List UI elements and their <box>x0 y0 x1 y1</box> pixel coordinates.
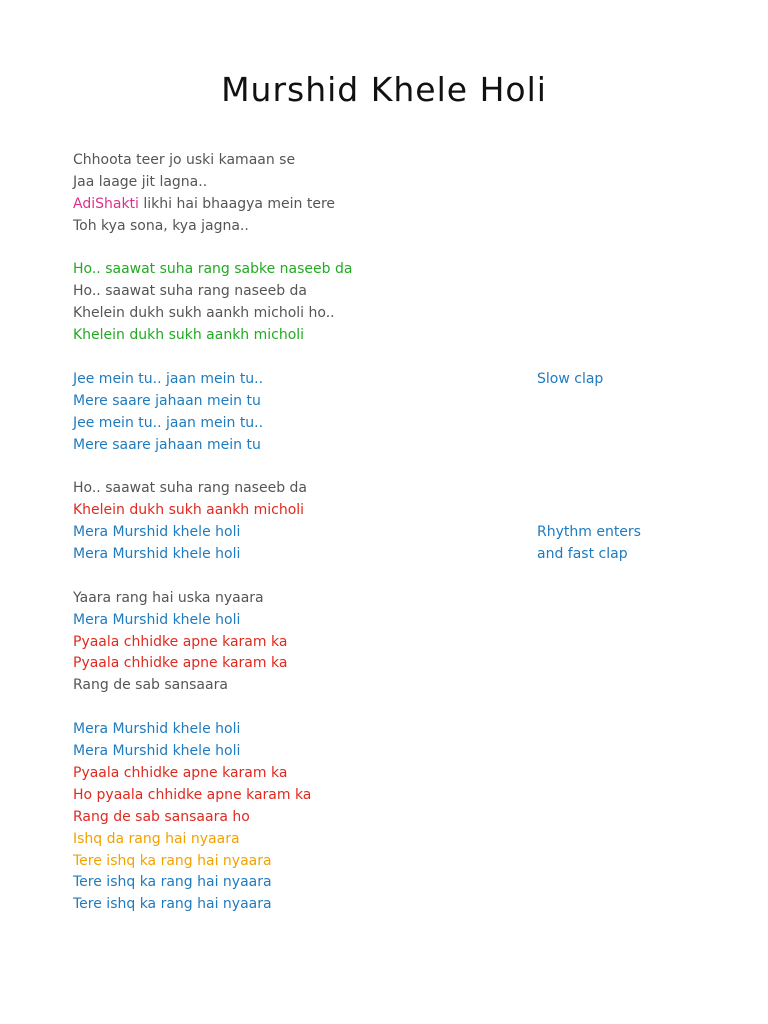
lyric-line: Jaa laage jit lagna.. <box>73 173 208 190</box>
lyric-line: Mera Murshid khele holi <box>73 524 241 541</box>
lyric-line-rest: likhi hai bhaagya mein tere <box>138 195 336 212</box>
stanza-gap <box>73 697 523 719</box>
lyric-line: Mera Murshid khele holi <box>73 721 241 738</box>
lyric-line: Pyaala chhidke apne karam ka <box>73 655 288 672</box>
lyric-line: Mera Murshid khele holi <box>73 611 241 628</box>
lyric-line: Ho.. saawat suha rang naseeb da <box>73 283 308 300</box>
lyric-line: Rang de sab sansaara <box>73 677 228 694</box>
stanza-6 <box>73 719 523 916</box>
lyric-line: Ishq da rang hai nyaara <box>73 830 240 847</box>
lyric-line: Jee mein tu.. jaan mein tu.. <box>73 370 264 387</box>
note-fast-clap: and fast clap <box>537 546 628 562</box>
stanza-gap <box>73 347 523 369</box>
stanza-5 <box>73 588 523 697</box>
lyric-line: Ho.. saawat suha rang sabke naseeb da <box>73 261 353 278</box>
stanza-1 <box>73 150 523 238</box>
lyric-line: Tere ishq ka rang hai nyaara <box>73 852 272 869</box>
stanza-gap <box>73 566 523 588</box>
page-title: Murshid Khele Holi <box>221 70 547 109</box>
lyric-line: Mere saare jahaan mein tu <box>73 436 261 453</box>
lyric-line: Pyaala chhidke apne karam ka <box>73 633 288 650</box>
stanza-3 <box>73 369 523 457</box>
lyric-line: Mera Murshid khele holi <box>73 743 241 760</box>
stanza-gap <box>73 456 523 478</box>
lyric-line: Tere ishq ka rang hai nyaara <box>73 896 272 913</box>
lyric-line: Yaara rang hai uska nyaara <box>73 589 264 606</box>
note-slow-clap: Slow clap <box>537 371 604 387</box>
lyric-line: Ho pyaala chhidke apne karam ka <box>73 786 312 803</box>
lyric-line: Pyaala chhidke apne karam ka <box>73 764 288 781</box>
lyrics-body <box>73 150 523 916</box>
lyric-line: Rang de sab sansaara ho <box>73 808 250 825</box>
lyric-line: Jee mein tu.. jaan mein tu.. <box>73 414 264 431</box>
lyric-line: Mere saare jahaan mein tu <box>73 392 261 409</box>
lyric-line: Mera Murshid khele holi <box>73 546 241 563</box>
lyric-line: Ho.. saawat suha rang naseeb da <box>73 480 308 497</box>
stanza-2 <box>73 259 523 347</box>
lyric-line: Chhoota teer jo uski kamaan se <box>73 152 296 168</box>
stanza-4 <box>73 478 523 566</box>
note-rhythm-enters: Rhythm enters <box>537 524 641 540</box>
lyric-line <box>73 194 523 216</box>
lyric-line: Khelein dukh sukh aankh micholi <box>73 502 305 519</box>
lyric-line: Khelein dukh sukh aankh micholi ho.. <box>73 305 335 322</box>
lyric-line: Tere ishq ka rang hai nyaara <box>73 874 272 891</box>
highlight-word: AdiShakti <box>73 195 139 212</box>
lyric-line: Toh kya sona, kya jagna.. <box>73 217 249 234</box>
stanza-gap <box>73 238 523 260</box>
lyric-line: Khelein dukh sukh aankh micholi <box>73 327 305 344</box>
